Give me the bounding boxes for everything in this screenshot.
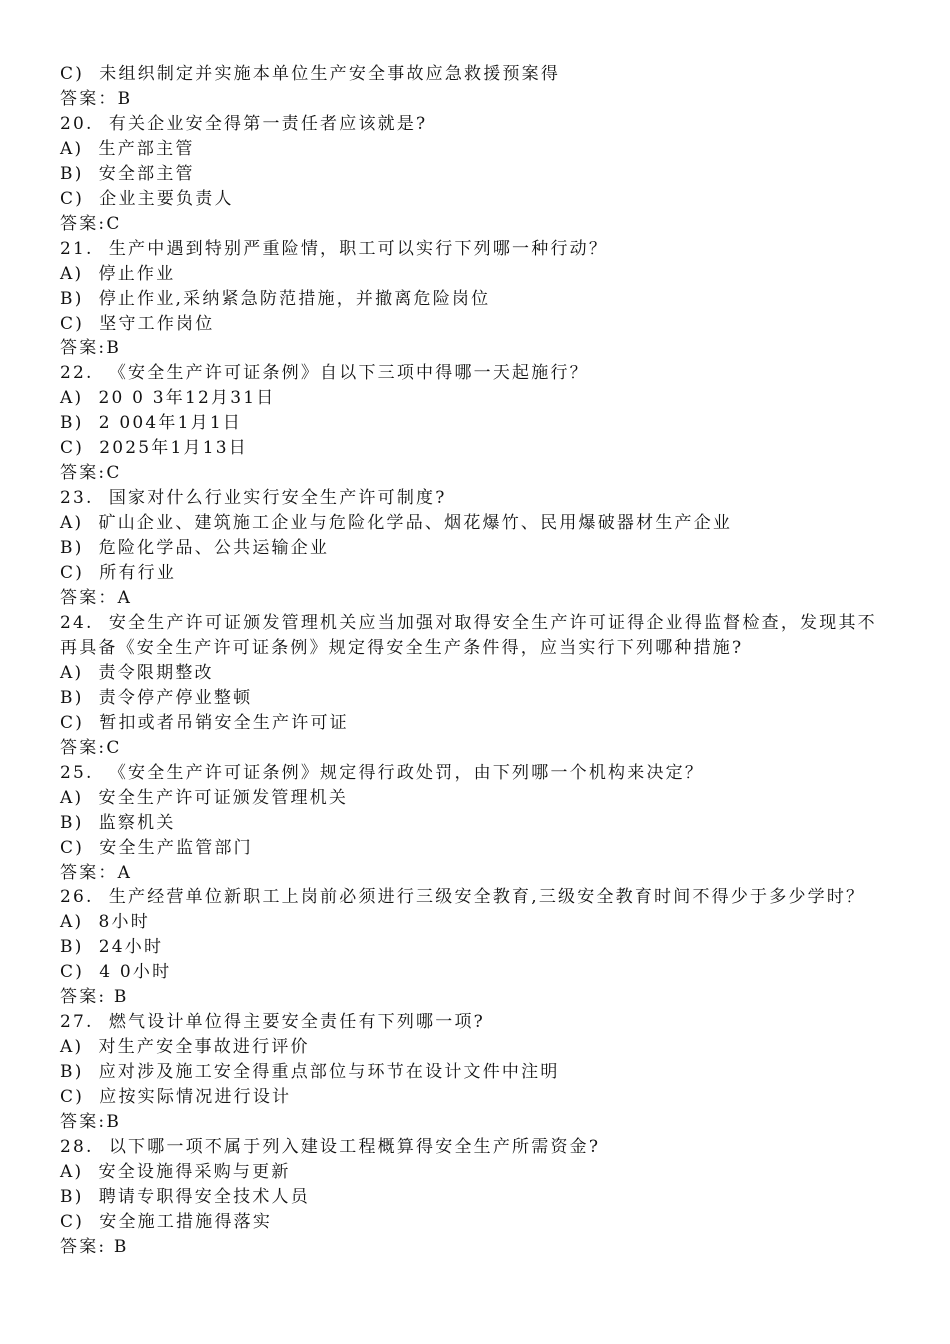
option-a-text: A) 对生产安全事故进行评价 xyxy=(60,1037,310,1058)
answer-line: 答案：A xyxy=(60,862,133,883)
question-21: 21. 生产中遇到特别严重险情，职工可以实行下列哪一种行动？ xyxy=(60,238,609,259)
option-a-text: A) 20 0 3年12月31日 xyxy=(60,388,276,409)
answer-line: 答案:C xyxy=(60,213,122,234)
question-26: 26. 生产经营单位新职工上岗前必须进行三级安全教育,三级安全教育时间不得少于多少学时？ xyxy=(60,887,866,908)
answer-line: 答案: B xyxy=(60,987,129,1008)
question-27: 27. 燃气设计单位得主要安全责任有下列哪一项? xyxy=(60,1012,485,1033)
option-c-text: C) 4 0小时 xyxy=(60,962,172,983)
option-c-text: C) 坚守工作岗位 xyxy=(60,313,215,334)
option-a-text: A) 安全设施得采购与更新 xyxy=(60,1161,291,1182)
option-b-text: B) 安全部主管 xyxy=(60,163,195,184)
question-23: 23. 国家对什么行业实行安全生产许可制度? xyxy=(60,488,447,509)
option-a-text: A) 矿山企业、建筑施工企业与危险化学品、烟花爆竹、民用爆破器材生产企业 xyxy=(60,513,733,534)
option-a-text: A) 8小时 xyxy=(60,912,150,933)
option-c-text: C) 未组织制定并实施本单位生产安全事故应急救援预案得 xyxy=(60,64,561,84)
option-c-text: C) 应按实际情况进行设计 xyxy=(60,1087,292,1108)
option-c-text: C) 暂扣或者吊销安全生产许可证 xyxy=(60,712,349,733)
option-b-text: B) 聘请专职得安全技术人员 xyxy=(60,1186,310,1207)
answer-line: 答案：A xyxy=(60,588,133,609)
option-b-text: B) 责令停产停业整顿 xyxy=(60,687,253,708)
option-c-text: C) 企业主要负责人 xyxy=(60,188,234,209)
option-b-text: B) 24小时 xyxy=(60,937,164,958)
option-a-text: A) 责令限期整改 xyxy=(60,662,214,683)
answer-line: 答案：B xyxy=(60,88,133,109)
answer-line: 答案: B xyxy=(60,1236,129,1257)
question-20: 20. 有关企业安全得第一责任者应该就是? xyxy=(60,113,428,134)
option-c-text: C) 2025年1月13日 xyxy=(60,438,248,459)
answer-line: 答案:C xyxy=(60,737,122,758)
option-a-text: A) 停止作业 xyxy=(60,263,176,284)
option-a-text: A) 安全生产许可证颁发管理机关 xyxy=(60,787,349,808)
question-28: 28. 以下哪一项不属于列入建设工程概算得安全生产所需资金? xyxy=(60,1136,601,1157)
option-b-text: B) 危险化学品、公共运输企业 xyxy=(60,538,330,559)
option-b-text: B) 应对涉及施工安全得重点部位与环节在设计文件中注明 xyxy=(60,1062,560,1083)
option-b-text: B) 监察机关 xyxy=(60,812,176,833)
option-c-text: C) 所有行业 xyxy=(60,563,177,584)
option-b-text: B) 停止作业,采纳紧急防范措施，并撤离危险岗位 xyxy=(60,288,491,309)
question-22: 22. 《安全生产许可证条例》自以下三项中得哪一天起施行？ xyxy=(60,363,589,384)
question-25: 25. 《安全生产许可证条例》规定得行政处罚，由下列哪一个机构来决定？ xyxy=(60,762,705,783)
option-c-text: C) 安全施工措施得落实 xyxy=(60,1211,273,1232)
question-24: 24. 安全生产许可证颁发管理机关应当加强对取得安全生产许可证得企业得监督检查，发现其不再具备《安全生产许可证条例》规定得安全生产条件得，应当实行下列哪种措施? xyxy=(60,612,877,658)
answer-line: 答案:C xyxy=(60,463,122,484)
option-c-text: C) 安全生产监管部门 xyxy=(60,837,253,858)
option-a-text: A) 生产部主管 xyxy=(60,138,195,159)
answer-line: 答案:B xyxy=(60,338,122,359)
answer-line: 答案:B xyxy=(60,1112,122,1133)
option-b-text: B) 2 004年1月1日 xyxy=(60,413,243,434)
